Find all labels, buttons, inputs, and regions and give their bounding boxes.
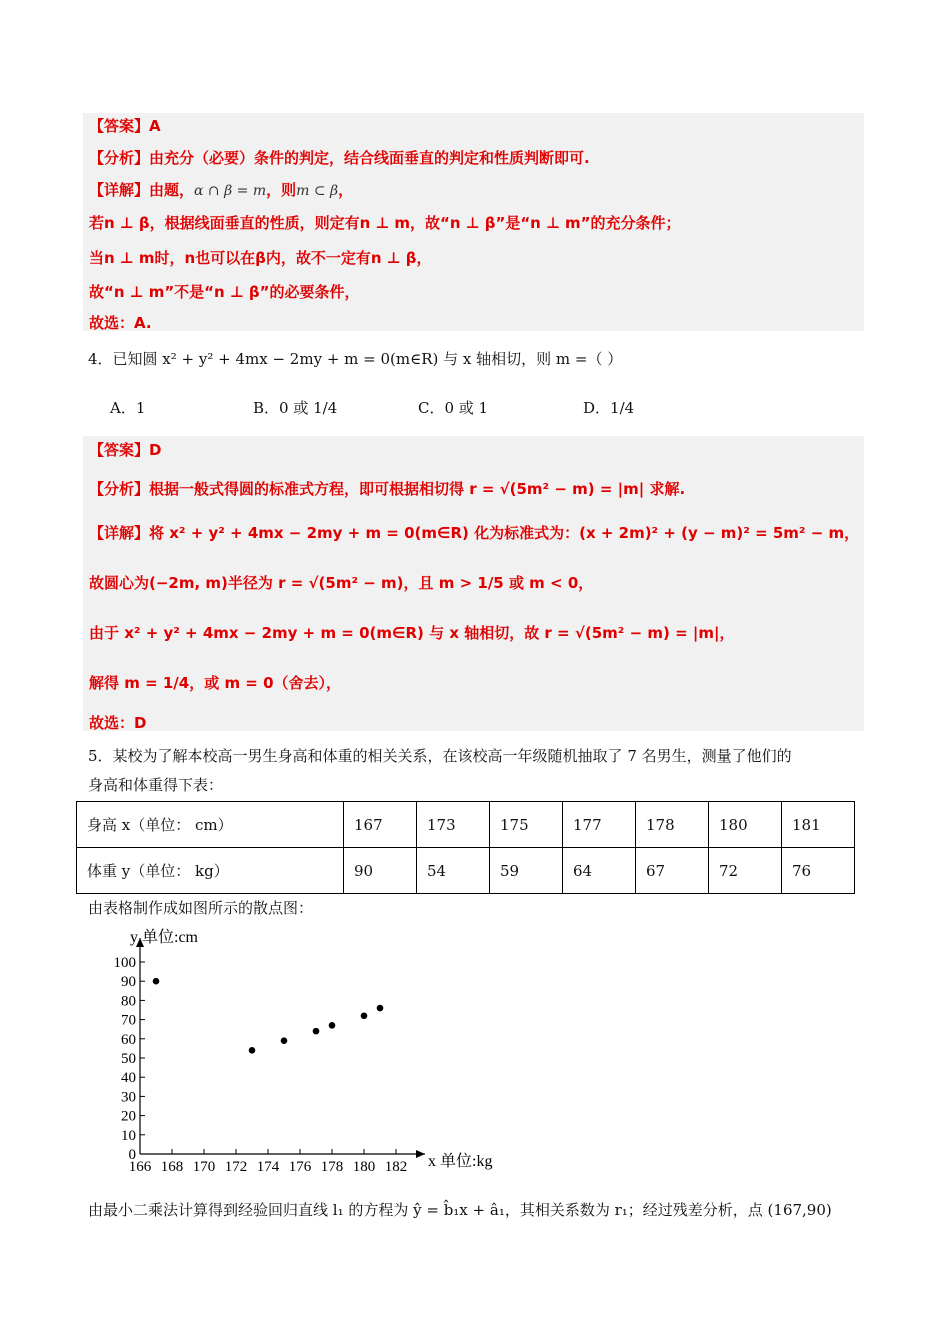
table-cell: 181 (782, 802, 855, 848)
y-tick-label: 70 (121, 1012, 136, 1029)
q5-stem-line-1: 5．某校为了解本校高一男生身高和体重的相关关系，在该校高一年级随机抽取了 7 名男生，测量了他们的 (88, 747, 792, 765)
y-tick-label: 90 (121, 974, 136, 991)
detail-line-4: 故“n ⊥ m”不是“n ⊥ β”的必要条件， (89, 283, 360, 301)
analysis-text: 【分析】由充分（必要）条件的判定，结合线面垂直的判定和性质判断即可. (89, 149, 590, 167)
x-axis-label: x 单位:kg (428, 1153, 493, 1170)
y-tick-label: 100 (113, 955, 136, 971)
analysis-text: 【分析】根据一般式得圆的标准式方程，即可根据相切得 r = √(5m² − m) = |m| 求解. (89, 480, 686, 498)
detail-line-3: 由于 x² + y² + 4mx − 2my + m = 0(m∈R) 与 x 轴相切，故 r = √(5m² − m) = |m|， (89, 624, 735, 642)
q3-answer-block (83, 113, 864, 331)
table-cell: 173 (417, 802, 490, 848)
detail-line-4: 解得 m = 1/4，或 m = 0（舍去）， (89, 674, 342, 692)
table-cell: 54 (417, 848, 490, 894)
table-cell: 177 (563, 802, 636, 848)
data-point (377, 1005, 384, 1012)
table-cell: 67 (636, 848, 709, 894)
detail-line-1: 【详解】由题，α ∩ β = m，则m ⊂ β， (89, 181, 354, 199)
data-point (153, 978, 160, 985)
scatter-chart-svg (100, 926, 500, 1176)
q5-last-line: 由最小二乘法计算得到经验回归直线 l₁ 的方程为 ŷ = b̂₁x + â₁，其相关系数为 r₁；经过残差分析，点 (167,90) (88, 1201, 832, 1219)
data-point (329, 1022, 336, 1029)
x-tick-label: 180 (352, 1159, 376, 1175)
y-tick-label: 30 (121, 1089, 136, 1106)
table-cell: 180 (709, 802, 782, 848)
y-axis-label: y 单位:cm (130, 929, 198, 946)
table-cell: 76 (782, 848, 855, 894)
table-row (77, 802, 855, 848)
data-point (281, 1037, 288, 1044)
detail-line-3: 当n ⊥ m时，n也可以在β内，故不一定有n ⊥ β， (89, 249, 432, 267)
x-tick-label: 176 (288, 1159, 312, 1175)
y-tick-label: 10 (121, 1127, 136, 1144)
q4-option-a: A．1 (110, 399, 146, 417)
table-row (77, 848, 855, 894)
table-row-header: 体重 y（单位： kg） (77, 848, 344, 894)
q5-stem-line-2: 身高和体重得下表： (88, 776, 224, 794)
scatter-chart (100, 926, 500, 1176)
x-tick-label: 182 (384, 1159, 408, 1175)
y-tick-label: 40 (121, 1070, 136, 1087)
x-tick-label: 166 (128, 1159, 152, 1175)
table-cell: 90 (344, 848, 417, 894)
q4-option-c: C．0 或 1 (418, 399, 489, 417)
table-cell: 59 (490, 848, 563, 894)
data-point (313, 1028, 320, 1035)
q4-stem: 4．已知圆 x² + y² + 4mx − 2my + m = 0(m∈R) 与 x 轴相切，则 m =（ ） (88, 350, 623, 368)
data-table (76, 801, 855, 894)
table-cell: 167 (344, 802, 417, 848)
choice-line: 故选：A. (89, 314, 152, 332)
x-tick-label: 178 (320, 1159, 344, 1175)
detail-line-1: 【详解】将 x² + y² + 4mx − 2my + m = 0(m∈R) 化为标准式为：(x + 2m)² + (y − m)² = 5m² − m， (89, 524, 860, 542)
y-tick-label: 20 (121, 1108, 136, 1125)
answer-label: 【答案】D (89, 441, 162, 459)
detail-line-2: 故圆心为(−2m, m)半径为 r = √(5m² − m)，且 m > 1/5 或 m < 0， (89, 574, 594, 592)
data-point (361, 1012, 368, 1019)
table-cell: 178 (636, 802, 709, 848)
x-tick-label: 168 (160, 1159, 184, 1175)
detail-line-2: 若n ⊥ β，根据线面垂直的性质，则定有n ⊥ m，故“n ⊥ β”是“n ⊥ m”的充分条件； (89, 214, 681, 232)
y-tick-label: 80 (121, 993, 136, 1010)
answer-label: 【答案】A (89, 117, 161, 135)
table-cell: 175 (490, 802, 563, 848)
y-tick-label: 0 (128, 1147, 136, 1163)
q4-answer-block (83, 436, 864, 731)
table-row-header: 身高 x（单位： cm） (77, 802, 344, 848)
table-cell: 64 (563, 848, 636, 894)
table-cell: 72 (709, 848, 782, 894)
x-tick-label: 172 (224, 1159, 248, 1175)
choice-line: 故选：D (89, 714, 147, 732)
x-axis-arrow (416, 1150, 425, 1158)
x-tick-label: 170 (192, 1159, 216, 1175)
q4-option-d: D．1/4 (583, 399, 635, 417)
y-tick-label: 50 (121, 1051, 136, 1067)
x-tick-label: 174 (256, 1159, 280, 1175)
y-tick-label: 60 (121, 1031, 136, 1048)
q4-option-b: B．0 或 1/4 (253, 399, 338, 417)
data-point (249, 1047, 256, 1054)
scatter-caption: 由表格制作成如图所示的散点图： (88, 899, 314, 917)
